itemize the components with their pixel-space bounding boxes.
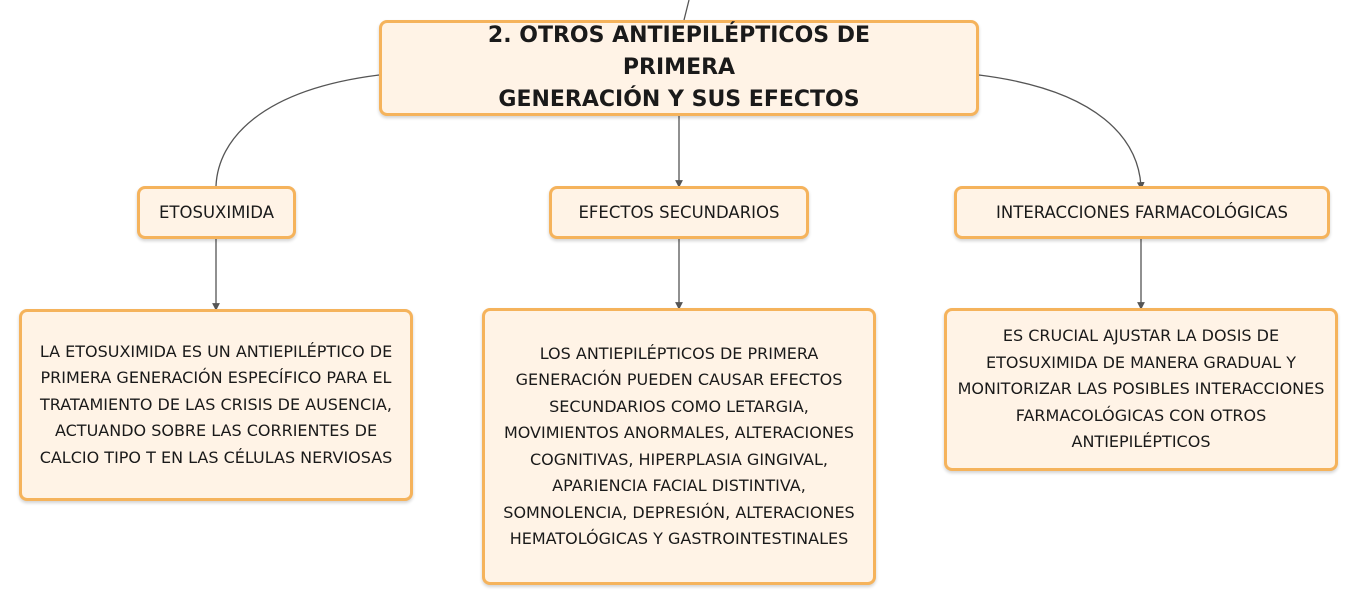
detail-line: TRATAMIENTO DE LAS CRISIS DE AUSENCIA, bbox=[40, 394, 392, 414]
detail-text bbox=[958, 323, 1325, 456]
detail-line: SECUNDARIOS COMO LETARGIA, bbox=[549, 396, 809, 416]
detail-line: FARMACOLÓGICAS CON OTROS bbox=[1015, 405, 1267, 425]
topic-label: INTERACCIONES FARMACOLÓGICAS bbox=[996, 203, 1288, 222]
topic-interacciones-farmacologicas[interactable] bbox=[954, 186, 1330, 239]
detail-etosuximida[interactable] bbox=[19, 309, 413, 501]
detail-line: COGNITIVAS, HIPERPLASIA GINGIVAL, bbox=[529, 449, 828, 469]
detail-text bbox=[40, 339, 393, 472]
detail-line: ETOSUXIMIDA DE MANERA GRADUAL Y bbox=[985, 352, 1296, 372]
detail-text bbox=[503, 341, 854, 553]
detail-line: MOVIMIENTOS ANORMALES, ALTERACIONES bbox=[503, 423, 855, 442]
detail-line: ES CRUCIAL AJUSTAR LA DOSIS DE bbox=[1002, 326, 1280, 346]
topic-etosuximida[interactable] bbox=[137, 186, 296, 239]
detail-line: CALCIO TIPO T EN LAS CÉLULAS NERVIOSAS bbox=[39, 447, 393, 467]
detail-interacciones-farmacologicas[interactable] bbox=[944, 308, 1338, 471]
detail-line: APARIENCIA FACIAL DISTINTIVA, bbox=[552, 476, 806, 495]
connector-root-etosuximida bbox=[216, 75, 379, 186]
parent-connector bbox=[684, 0, 689, 20]
detail-line: GENERACIÓN PUEDEN CAUSAR EFECTOS bbox=[515, 370, 843, 389]
detail-line: LOS ANTIEPILÉPTICOS DE PRIMERA bbox=[539, 343, 819, 363]
detail-efectos-secundarios[interactable] bbox=[482, 308, 876, 585]
detail-line: LA ETOSUXIMIDA ES UN ANTIEPILÉPTICO DE bbox=[39, 341, 393, 361]
detail-line: PRIMERA GENERACIÓN ESPECÍFICO PARA EL bbox=[40, 368, 392, 388]
root-title-line: 2. OTROS ANTIEPILÉPTICOS DE PRIMERA bbox=[487, 23, 871, 80]
connector-root-interacciones bbox=[979, 75, 1141, 186]
topic-label: ETOSUXIMIDA bbox=[158, 203, 275, 222]
detail-line: MONITORIZAR LAS POSIBLES INTERACCIONES bbox=[957, 379, 1325, 399]
topic-label: EFECTOS SECUNDARIOS bbox=[578, 203, 780, 222]
detail-line: HEMATOLÓGICAS Y GASTROINTESTINALES bbox=[509, 529, 849, 548]
detail-line: ANTIEPILÉPTICOS bbox=[1071, 432, 1211, 452]
topic-efectos-secundarios[interactable] bbox=[549, 186, 809, 239]
detail-line: ACTUANDO SOBRE LAS CORRIENTES DE bbox=[54, 421, 378, 441]
root-title bbox=[432, 20, 926, 116]
root-title-line: GENERACIÓN Y SUS EFECTOS bbox=[498, 87, 860, 112]
root-node[interactable] bbox=[379, 20, 979, 116]
detail-line: SOMNOLENCIA, DEPRESIÓN, ALTERACIONES bbox=[503, 502, 855, 522]
